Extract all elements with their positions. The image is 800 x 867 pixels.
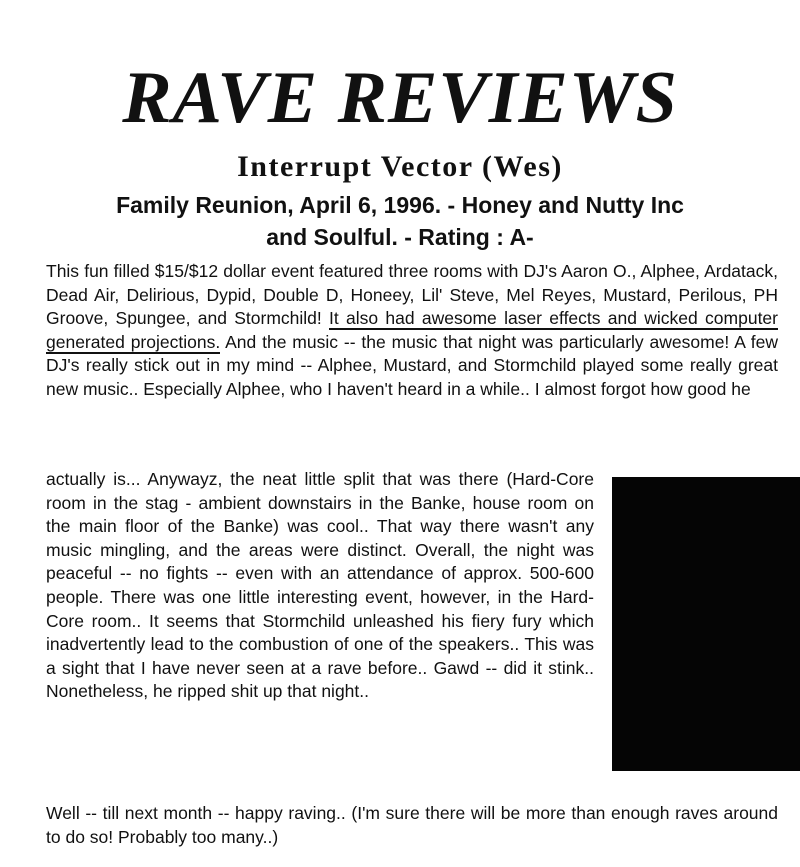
paragraph-1-intro: This fun filled $15/$12 dollar event featured three rooms with DJ's Aaron O., Alphee, Ardatack, Dead Air, Delirious, Dypid, Double D, Honeey, Lil' Steve, Mel Reyes, Mustard, Perilous, PH Groove, Spungee, and Stormchild! (46, 261, 778, 329)
event-line-1: Family Reunion, April 6, 1996. - Honey and Nutty Inc (116, 192, 684, 218)
review-paragraph-2: actually is... Anywayz, the neat little split that was there (Hard-Core room in the stag - ambient downstairs in the Banke, house room on the main floor of the Banke) was cool.. That way there wasn't any music mingling, and the areas were distinct. Overall, the night was peaceful -- no fights -- even with an attendance of approx. 500-600 people. There was one little interesting event, however, in the Hard-Core room.. It seems that Stormchild unleashed his fiery fury which inadvertently lead to the combustion of one of the speakers.. This was a sight that I have never seen at a rave before.. Gawd -- did it stink.. Nonetheless, he ripped shit up that night.. (46, 469, 594, 702)
underlined-sentence: It also had awesome laser effects and wicked computer generated projections. (46, 308, 778, 352)
review-paragraph-3: Well -- till next month -- happy raving.. (I'm sure there will be more than enough raves around to do so! Probably too many..) (46, 803, 778, 847)
review-paragraph-1 (46, 260, 778, 402)
event-line-2: and Soulful. - Rating : A- (266, 224, 534, 250)
headline: RAVE REVIEWS (122, 57, 678, 139)
redacted-image-block (612, 477, 800, 771)
paragraph-1-rest: And the music -- the music that night was particularly awesome! A few DJ's really stick out in my mind -- Alphee, Mustard, and Stormchild played some really great new music.. Especially Alphee, who I haven't heard in a while.. I almost forgot how good he (46, 331, 779, 399)
author-byline: Interrupt Vector (Wes) (237, 150, 563, 183)
event-info (40, 189, 760, 253)
